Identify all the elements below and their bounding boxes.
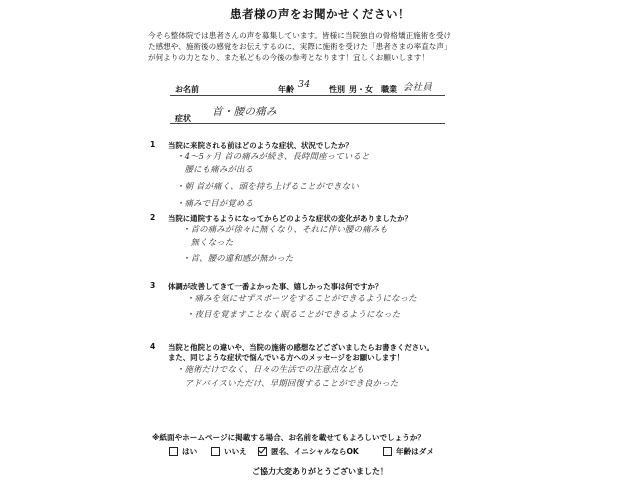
- question-text: また、同じような症状で悩んでいる方へのメッセージをお願いします！: [168, 353, 405, 362]
- consent-option-yes[interactable]: [169, 446, 197, 457]
- question-number: 1: [150, 140, 156, 149]
- option-label: はい: [182, 447, 198, 456]
- consent-option-initials[interactable]: [258, 446, 359, 457]
- page-title: 患者様の声をお聞かせください！: [230, 7, 410, 21]
- gender-value: 男・女: [349, 85, 373, 94]
- answer-line: ・朝 首が痛く、頭を持ち上げることができない: [176, 181, 359, 191]
- age-label: 年齢: [278, 85, 294, 94]
- question-text: 当院と他院との違いや、当院の施術の感想などございましたらお書きください。: [168, 343, 434, 352]
- intro-line: た感想や、施術後の感覚をお伝えするのに、実際に施術を受けた「患者さまの率直な声」: [148, 42, 452, 51]
- answer-line: 無くなった: [182, 237, 234, 247]
- age-value: 34: [298, 79, 311, 90]
- consent-question: ※紙面やホームページに掲載する場合、お名前を載せてもよろしいでしょうか？: [152, 433, 426, 442]
- answer-line: ・施術だけでなく、日々の生活での注意点なども: [176, 364, 365, 374]
- answer-line: 腰にも痛みが出る: [176, 164, 254, 174]
- option-label: いいえ: [224, 447, 247, 456]
- symptom-value: 首・腰の痛み: [212, 106, 277, 118]
- question-number: 3: [150, 281, 156, 290]
- symptom-underline: [170, 123, 445, 124]
- question-number: 4: [150, 342, 156, 351]
- intro-line: が何よりの力となり、また私どもの今後の参考となります！宜しくお願いします！: [148, 53, 429, 62]
- gender-label: 性別: [329, 85, 345, 94]
- profile-underline: [170, 95, 445, 96]
- question-number: 2: [150, 213, 156, 222]
- name-label: お名前: [175, 85, 199, 94]
- question-text: 当院に来院される前はどのような症状、状況でしたか？: [168, 141, 353, 150]
- intro-line: 今そら整体院では患者さんの声を募集しています。皆様に当院独自の骨格矯正施術を受け: [148, 31, 452, 40]
- checkbox[interactable]: [211, 447, 220, 456]
- answer-line: アドバイスいただけ、早期回復することができ良かった: [176, 378, 399, 388]
- answer-line: ・4～5ヶ月 首の痛みが続き、長時間座っていると: [176, 151, 370, 161]
- consent-option-no[interactable]: [211, 446, 247, 457]
- answer-line: ・夜目を覚ますことなく眠ることができるようになった: [186, 309, 401, 319]
- consent-option-no-age[interactable]: [383, 446, 434, 457]
- job-label: 職業: [381, 85, 397, 94]
- answer-line: ・痛みで目が覚める: [176, 198, 254, 208]
- job-value: 会社員: [403, 82, 433, 93]
- question-text: 当院に通院するようになってからどのような症状の変化がありましたか？: [168, 214, 412, 223]
- option-label: 匿名、イニシャルならOK: [271, 447, 359, 456]
- intro-text: [148, 30, 452, 63]
- option-label: 年齢はダメ: [396, 447, 434, 456]
- checkbox-checked[interactable]: [258, 447, 267, 456]
- checkbox[interactable]: [383, 447, 392, 456]
- answer-line: ・首の痛みが徐々に無くなり、それに伴い腰の痛みも: [182, 224, 388, 234]
- checkbox[interactable]: [169, 447, 178, 456]
- answer-line: ・痛みを気にせずスポーツをすることができるようになった: [186, 293, 417, 303]
- question-text: 体調が改善してきて一番よかった事、嬉しかった事は何ですか？: [168, 282, 383, 291]
- answer-line: ・首、腰の違和感が無かった: [182, 253, 294, 263]
- thanks-message: ご協力大変ありがとうございました！: [252, 467, 388, 476]
- symptom-label: 症状: [175, 114, 191, 123]
